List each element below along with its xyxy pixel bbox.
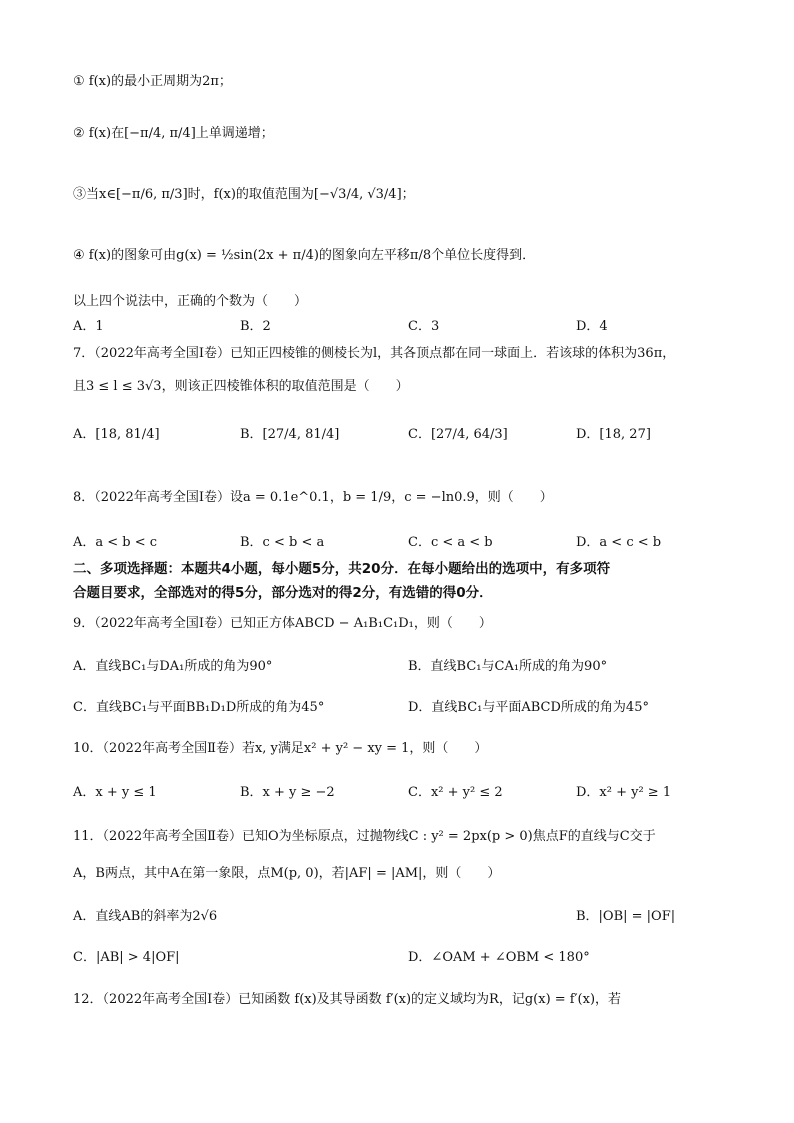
q11-option-a: A．直线AB的斜率为2√6	[73, 909, 218, 924]
q9-option-d: D．直线BC₁与平面ABCD所成的角为45°	[408, 700, 649, 715]
section-2-heading-line-1: 二、多项选择题：本题共4小题，每小题5分，共20分．在每小题给出的选项中，有多项符	[73, 561, 611, 577]
q6-option-d: D．4	[576, 319, 608, 334]
q8-option-d: D．a < c < b	[576, 535, 662, 550]
q9-option-b: B．直线BC₁与CA₁所成的角为90°	[408, 659, 608, 674]
q10-option-b: B．x + y ≥ −2	[240, 785, 335, 800]
q11-option-b: B．|OB| = |OF|	[576, 909, 676, 924]
q11-option-c: C．|AB| > 4|OF|	[73, 950, 180, 965]
statement-4: ④ f(x)的图象可由g(x) = ½sin(2x + π/4)的图象向左平移π/8个单位长度得到．	[73, 248, 536, 263]
q6-option-a: A．1	[73, 319, 104, 334]
q6-option-c: C．3	[408, 319, 440, 334]
q7-option-a: A．[18, 81/4]	[73, 427, 160, 442]
q7-option-b: B．[27/4, 81/4]	[240, 427, 340, 442]
q10-option-d: D．x² + y² ≥ 1	[576, 785, 672, 800]
question-11-line-1: 11．（2022年高考全国Ⅱ卷）已知O为坐标原点，过抛物线C : y² = 2px(p > 0)焦点F的直线与C交于	[73, 829, 656, 844]
q11-option-d: D．∠OAM + ∠OBM < 180°	[408, 950, 590, 965]
q10-option-a: A．x + y ≤ 1	[73, 785, 157, 800]
question-7-line-2: 且3 ≤ l ≤ 3√3，则该正四棱锥体积的取值范围是（ ）	[73, 379, 409, 394]
q8-option-c: C．c < a < b	[408, 535, 493, 550]
question-7-line-1: 7．（2022年高考全国Ⅰ卷）已知正四棱锥的侧棱长为l，其各顶点都在同一球面上．若该球的体积为36π，	[73, 346, 676, 361]
q8-option-b: B．c < b < a	[240, 535, 325, 550]
statement-1: ① f(x)的最小正周期为2π；	[73, 74, 232, 89]
question-10: 10．（2022年高考全国Ⅱ卷）若x, y满足x² + y² − xy = 1，则（ ）	[73, 741, 488, 756]
q6-option-b: B．2	[240, 319, 271, 334]
section-2-heading-line-2: 合题目要求，全部选对的得5分，部分选对的得2分，有选错的得0分．	[73, 585, 493, 601]
statement-3: ③当x∈[−π/6, π/3]时，f(x)的取值范围为[−√3/4, √3/4]；	[73, 187, 415, 202]
q9-option-a: A．直线BC₁与DA₁所成的角为90°	[73, 659, 273, 674]
q9-option-c: C．直线BC₁与平面BB₁D₁D所成的角为45°	[73, 700, 325, 715]
question-9: 9．（2022年高考全国Ⅰ卷）已知正方体ABCD − A₁B₁C₁D₁，则（ ）	[73, 616, 492, 631]
question-6-stem: 以上四个说法中，正确的个数为（ ）	[73, 294, 308, 309]
question-12: 12．（2022年高考全国Ⅰ卷）已知函数 f(x)及其导函数 f′(x)的定义域均为R，记g(x) = f′(x)，若	[73, 992, 622, 1007]
question-11-line-2: A，B两点，其中A在第一象限，点M(p, 0)，若|AF| = |AM|，则（ ）	[73, 866, 501, 881]
q8-option-a: A．a < b < c	[73, 535, 158, 550]
q10-option-c: C．x² + y² ≤ 2	[408, 785, 503, 800]
statement-2: ② f(x)在[−π/4, π/4]上单调递增；	[73, 126, 274, 141]
question-8: 8．（2022年高考全国Ⅰ卷）设a = 0.1e^0.1，b = 1/9，c = −ln0.9，则（ ）	[73, 490, 553, 505]
q7-option-d: D．[18, 27]	[576, 427, 651, 442]
q7-option-c: C．[27/4, 64/3]	[408, 427, 508, 442]
